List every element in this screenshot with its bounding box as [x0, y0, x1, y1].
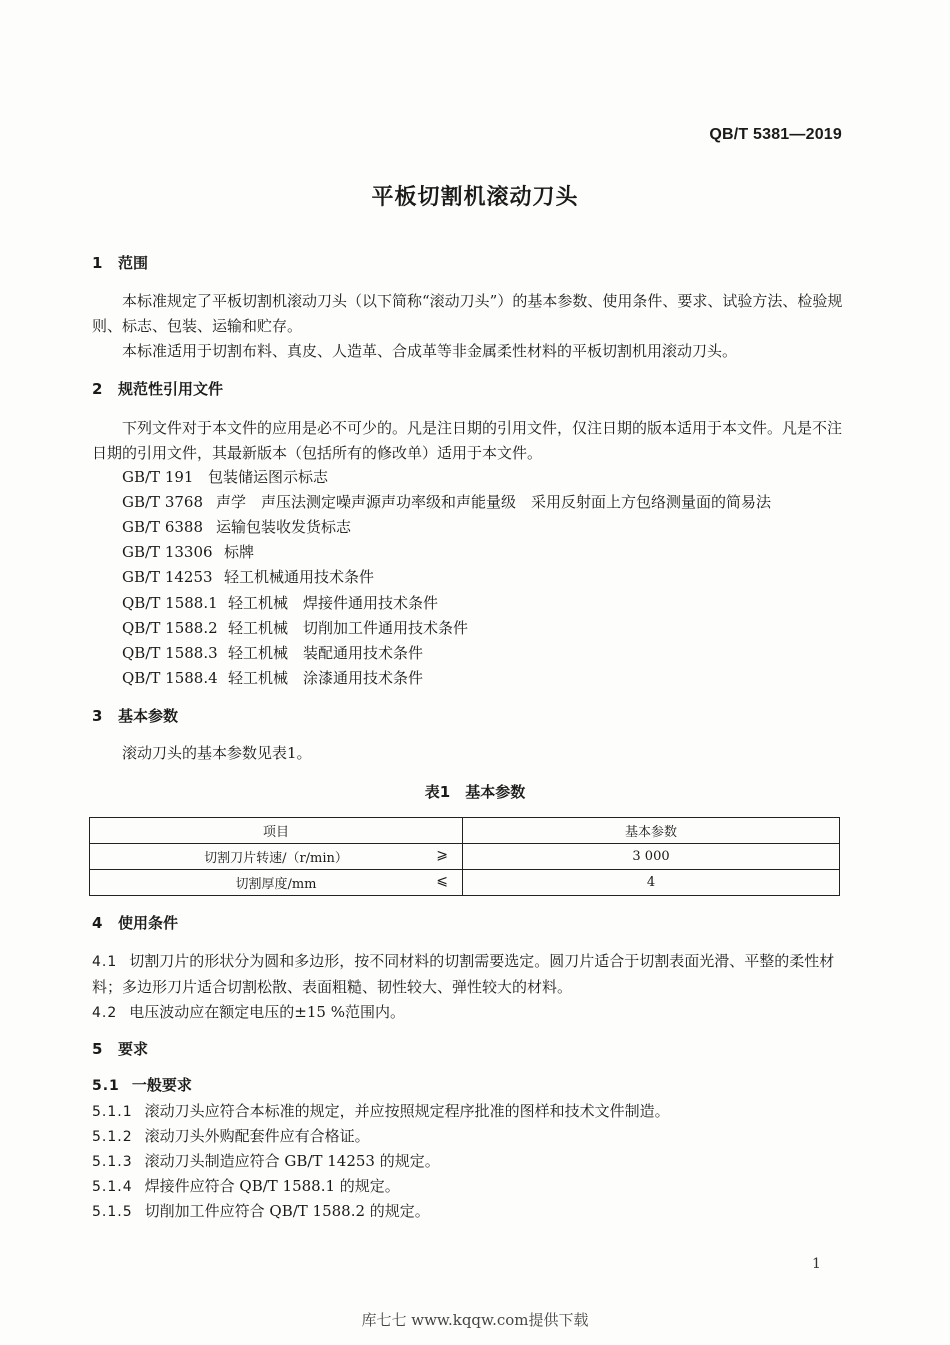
table-row	[90, 870, 840, 896]
clause-text: 切削加工件应符合 QB/T 1588.2 的规定。	[144, 1202, 430, 1220]
page-number: 1	[812, 1256, 821, 1272]
item-label: 切割刀片转速/（r/min）	[204, 851, 348, 866]
clause-number: 4.1	[92, 954, 118, 970]
reference-code: GB/T 3768	[122, 493, 204, 511]
section-title: 基本参数	[118, 707, 179, 725]
section-title: 范围	[118, 254, 149, 272]
reference-title: 声学 声压法测定噪声源声功率级和声能量级 采用反射面上方包络测量面的简易法	[216, 493, 772, 511]
clause-text: 焊接件应符合 QB/T 1588.1 的规定。	[144, 1177, 400, 1195]
clause-4-1	[92, 949, 844, 1000]
table-cell-value: 3 000	[463, 844, 840, 870]
basic-parameters-table	[89, 817, 840, 896]
clause-number: 5.1.4	[92, 1179, 133, 1195]
reference-title: 轻工机械 焊接件通用技术条件	[228, 594, 439, 612]
clause-number: 5.1.1	[92, 1104, 133, 1120]
section-title: 要求	[118, 1040, 149, 1058]
reference-title: 轻工机械通用技术条件	[224, 568, 375, 586]
reference-code: GB/T 13306	[122, 543, 213, 561]
reference-title: 运输包装收发货标志	[216, 518, 352, 536]
limit-symbol: ⩾	[436, 847, 448, 863]
section-number: 4	[92, 914, 103, 932]
table-row	[90, 844, 840, 870]
clause-5-1-2	[92, 1125, 370, 1146]
reference-item	[122, 491, 771, 512]
table-cell-item	[90, 870, 463, 896]
section-3-heading	[92, 705, 178, 726]
standard-code: QB/T 5381—2019	[709, 126, 842, 143]
reference-item	[122, 617, 468, 638]
section-number: 1	[92, 254, 103, 272]
reference-title: 轻工机械 切削加工件通用技术条件	[228, 619, 469, 637]
subsection-5-1-heading	[92, 1074, 192, 1095]
section-number: 5	[92, 1040, 103, 1058]
item-label: 切割厚度/mm	[235, 877, 317, 892]
section-number: 2	[92, 380, 103, 398]
clause-text: 电压波动应在额定电压的±15 %范围内。	[129, 1003, 405, 1021]
section-5-heading	[92, 1038, 148, 1059]
clause-5-1-1	[92, 1100, 670, 1121]
reference-title: 标牌	[224, 543, 255, 561]
limit-symbol: ⩽	[436, 873, 448, 889]
subsection-title: 一般要求	[131, 1076, 192, 1094]
clause-number: 5.1.3	[92, 1154, 133, 1170]
section-title: 规范性引用文件	[118, 380, 224, 398]
clause-text: 滚动刀头外购配套件应有合格证。	[144, 1127, 370, 1145]
reference-code: GB/T 191	[122, 468, 194, 486]
clause-5-1-4	[92, 1175, 400, 1196]
clause-4-2	[92, 1001, 405, 1022]
section-1-paragraph-2: 本标准适用于切割布料、真皮、人造革、合成革等非金属柔性材料的平板切割机用滚动刀头。	[122, 342, 738, 360]
table-header-cell: 项目	[90, 818, 463, 844]
table-title: 表1 基本参数	[424, 783, 526, 801]
clause-text: 滚动刀头制造应符合 GB/T 14253 的规定。	[144, 1152, 440, 1170]
reference-code: GB/T 14253	[122, 568, 213, 586]
table-header-row	[90, 818, 840, 844]
reference-title: 轻工机械 涂漆通用技术条件	[228, 669, 424, 687]
clause-number: 5.1.2	[92, 1129, 133, 1145]
reference-item	[122, 642, 423, 663]
reference-title: 轻工机械 装配通用技术条件	[228, 644, 424, 662]
table-cell-item	[90, 844, 463, 870]
document-title: 平板切割机滚动刀头	[371, 185, 579, 210]
reference-code: QB/T 1588.3	[122, 644, 218, 662]
clause-text: 滚动刀头应符合本标准的规定，并应按照规定程序批准的图样和技术文件制造。	[144, 1102, 670, 1120]
table-cell-value: 4	[463, 870, 840, 896]
reference-code: QB/T 1588.4	[122, 669, 218, 687]
reference-item	[122, 566, 374, 587]
clause-5-1-5	[92, 1200, 430, 1221]
reference-code: QB/T 1588.2	[122, 619, 218, 637]
clause-number: 5.1.5	[92, 1204, 133, 1220]
reference-item	[122, 541, 254, 562]
section-number: 3	[92, 707, 103, 725]
table-header-cell: 基本参数	[463, 818, 840, 844]
reference-code: QB/T 1588.1	[122, 594, 218, 612]
section-1-paragraph-1: 本标准规定了平板切割机滚动刀头（以下简称“滚动刀头”）的基本参数、使用条件、要求、试验方法、检验规则、标志、包装、运输和贮存。	[92, 292, 843, 335]
clause-number: 5.1	[92, 1078, 120, 1094]
clause-text: 切割刀片的形状分为圆和多边形，按不同材料的切割需要选定。圆刀片适合于切割表面光滑、平整的柔性材料；多边形刀片适合切割松散、表面粗糙、韧性较大、弹性较大的材料。	[92, 952, 835, 996]
section-4-heading	[92, 912, 178, 933]
reference-item	[122, 592, 438, 613]
reference-title: 包装储运图示标志	[208, 468, 329, 486]
reference-code: GB/T 6388	[122, 518, 204, 536]
download-watermark: 库七七 www.kqqw.com提供下载	[361, 1311, 589, 1329]
section-title: 使用条件	[118, 914, 179, 932]
clause-number: 4.2	[92, 1005, 118, 1021]
section-2-heading	[92, 378, 223, 399]
reference-item	[122, 667, 423, 688]
reference-item	[122, 516, 351, 537]
clause-5-1-3	[92, 1150, 440, 1171]
section-2-intro: 下列文件对于本文件的应用是必不可少的。凡是注日期的引用文件，仅注日期的版本适用于本文件。凡是不注日期的引用文件，其最新版本（包括所有的修改单）适用于本文件。	[92, 419, 843, 462]
section-1-heading	[92, 252, 148, 273]
section-3-intro: 滚动刀头的基本参数见表1。	[122, 744, 312, 762]
reference-item	[122, 466, 328, 487]
